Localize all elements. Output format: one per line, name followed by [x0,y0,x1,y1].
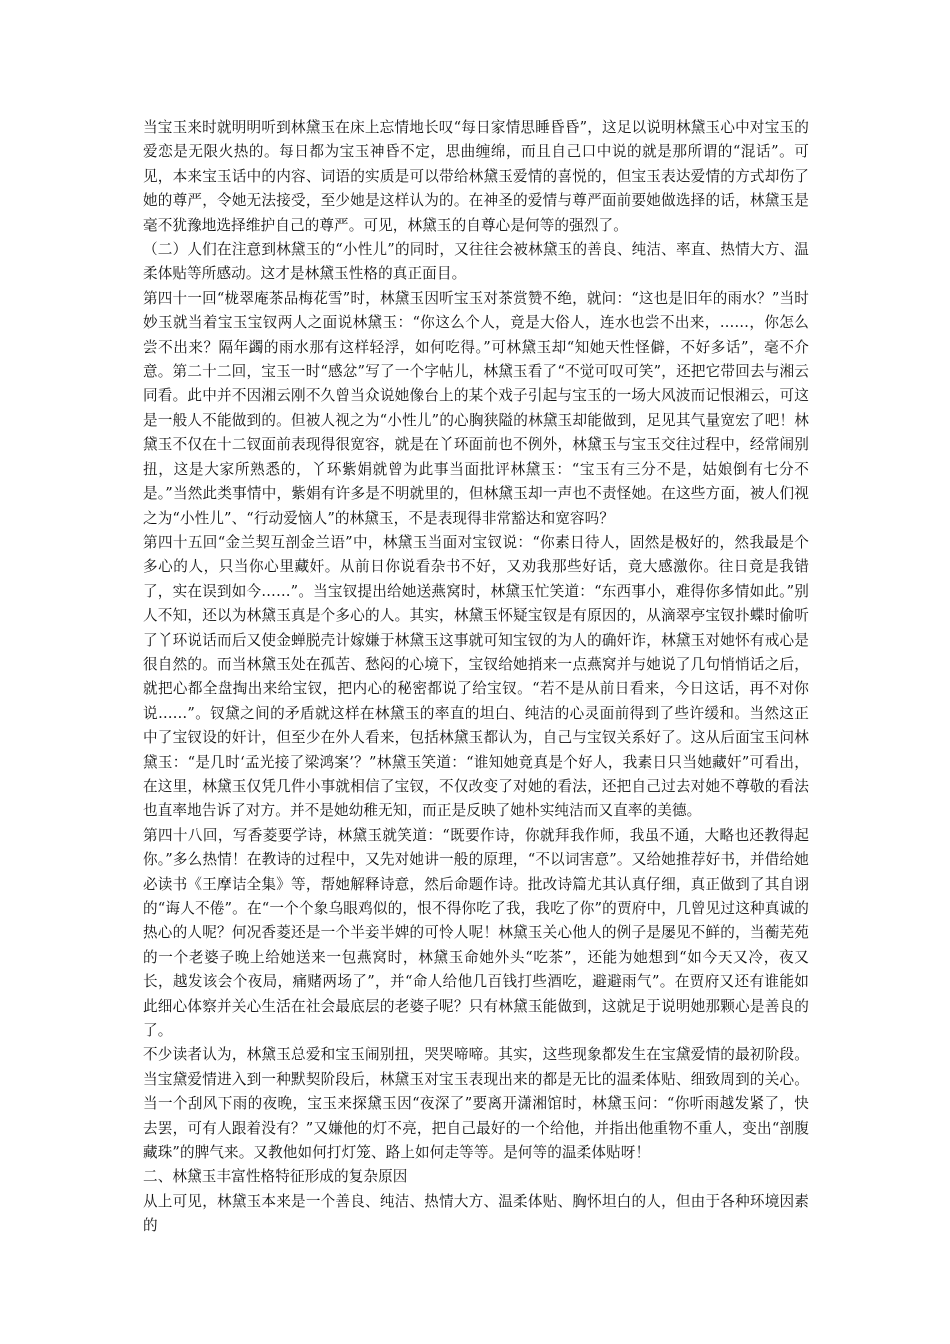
paragraph-chapter-45: 第四十五回“金兰契互剖金兰语”中，林黛玉当面对宝钗说：“你素日待人，固然是极好的，然我最是个多心的人，只当你心里藏奸。从前日你说看杂书不好，又劝我那些好话，竟大感激你。往日竟是我错了，实在误到如今……”。当宝钗提出给她送燕窝时，林黛玉忙笑道：“东西事小，难得你多情如此。”别人不知，还以为林黛玉真是个多心的人。其实，林黛玉怀疑宝钗是有原因的，从滴翠亭宝钗扑蝶时偷听了丫环说话而后又使金蝉脱壳计嫁嫌于林黛玉这事就可知宝钗的为人的确奸诈，林黛玉对她怀有戒心是很自然的。而当林黛玉处在孤苦、愁闷的心境下，宝钗给她捎来一点燕窝并与她说了几句悄悄话之后，就把心都全盘掏出来给宝钗，把内心的秘密都说了给宝钗。“若不是从前日看来，今日这话，再不对你说……”。钗黛之间的矛盾就这样在林黛玉的率直的坦白、纯洁的心灵面前得到了些许缓和。当然这正中了宝钗设的奸计，但至少在外人看来，包括林黛玉都认为，自己与宝钗关系好了。这从后面宝玉问林黛玉：“是几时‘孟光接了梁鸿案’？”林黛玉笑道：“谁知她竟真是个好人，我素日只当她藏奸”可看出，在这里，林黛玉仅凭几件小事就相信了宝钗，不仅改变了对她的看法，还把自己过去对她不尊敬的看法也直率地告诉了对方。并不是她幼稚无知，而正是反映了她朴实纯洁而又直率的美德。 [143,533,809,820]
paragraph-love-dignity: 当宝玉来时就明明听到林黛玉在床上忘情地长叹“每日家情思睡昏昏”，这足以说明林黛玉心中对宝玉的爱恋是无限火热的。每日都为宝玉神昏不定，思曲缠绵，而且自己口中说的就是那所谓的“混话”。可见，本来宝玉话中的内容、词语的实质是可以带给林黛玉爱情的喜悦的，但宝玉表达爱情的方式却伤了她的尊严，令她无法接受，至少她是这样认为的。在神圣的爱情与尊严面前要她做选择的话，林黛玉是毫不犹豫地选择维护自己的尊严。可见，林黛玉的自尊心是何等的强烈了。 [143,119,809,234]
paragraph-gentle-care: 不少读者认为，林黛玉总爱和宝玉闹别扭，哭哭啼啼。其实，这些现象都发生在宝黛爱情的最初阶段。当宝黛爱情进入到一种默契阶段后，林黛玉对宝玉表现出来的都是无比的温柔体贴、细致周到的关心。当一个刮风下雨的夜晚，宝玉来探黛玉因“夜深了”要离开潇湘馆时，林黛玉问：“你听雨越发紧了，快去罢，可有人跟着没有？”又嫌他的灯不亮，把自己最好的一个给他，并指出他重物不重人，变出“剖腹藏珠”的脾气来。又教他如何打灯笼、路上如何走等等。是何等的温柔体贴呀！ [143,1046,809,1162]
paragraph-chapter-48: 第四十八回，写香菱要学诗，林黛玉就笑道：“既要作诗，你就拜我作师，我虽不通，大略也还教得起你。”多么热情！在教诗的过程中，又先对她讲一般的原理，“不以词害意”。又给她推荐好书，并借给她必读书《王摩诘全集》等，帮她解释诗意，然后命题作诗。批改诗篇尤其认真仔细，真正做到了其自诩的“诲人不倦”。在“一个个象乌眼鸡似的，恨不得你吃了我，我吃了你”的贾府中，几曾见过这种真诚的热心的人呢？何况香菱还是一个半妾半婢的可怜人呢！林黛玉关心他人的例子是屡见不鲜的，当蘅芜苑的一个老婆子晚上给她送来一包燕窝时，林黛玉命她外头“吃茶”，还能为她想到“如今天又冷，夜又长，越发该会个夜局，痛赌两场了”，并“命人给他几百钱打些酒吃，避避雨气”。在贾府又还有谁能如此细心体察并关心生活在社会最底层的老婆子呢？只有林黛玉能做到，这就足于说明她那颗心是善良的了。 [143,826,809,1040]
paragraph-section-two: （二）人们在注意到林黛玉的“小性儿”的同时，又往往会被林黛玉的善良、纯洁、率直、热情大方、温柔体贴等所感动。这才是林黛玉性格的真正面目。 [143,241,809,283]
document-page [143,116,809,1239]
paragraph-chapter-41: 第四十一回“栊翠庵茶品梅花雪”时，林黛玉因听宝玉对茶赏赞不绝，就问：“这也是旧年的雨水？”当时妙玉就当着宝玉宝钗两人之面说林黛玉：“你这么个人，竟是大俗人，连水也尝不出来，……，你怎么尝不出来？隔年蠲的雨水那有这样轻浮，如何吃得。”可林黛玉却“知她天性怪僻，不好多话”，毫不介意。第二十二回，宝玉一时“感忿”写了一个字帖儿，林黛玉看了“不觉可叹可笑”，还把它带回去与湘云同看。此中并不因湘云刚不久曾当众说她像台上的某个戏子引起与宝玉的一场大风波而记恨湘云，可这是一般人不能做到的。但被人视之为“小性儿”的心胸狭隘的林黛玉却能做到，足见其气量宽宏了吧！林黛玉不仅在十二钗面前表现得很宽容，就是在丫环面前也不例外，林黛玉与宝玉交往过程中，经常闹别扭，这是大家所熟悉的，丫环紫娟就曾为此事当面批评林黛玉：“宝玉有三分不是，姑娘倒有七分不是。”当然此类事情中，紫娟有许多是不明就里的，但林黛玉却一声也不责怪她。在这些方面，被人们视之为“小性儿”、“行动爱恼人”的林黛玉，不是表现得非常豁达和宽容吗？ [143,289,809,527]
paragraph-conclusion-start: 从上可见，林黛玉本来是一个善良、纯洁、热情大方、温柔体贴、胸怀坦白的人，但由于各种环境因素的 [143,1192,809,1235]
section-heading: 二、林黛玉丰富性格特征形成的复杂原因 [143,1168,408,1186]
